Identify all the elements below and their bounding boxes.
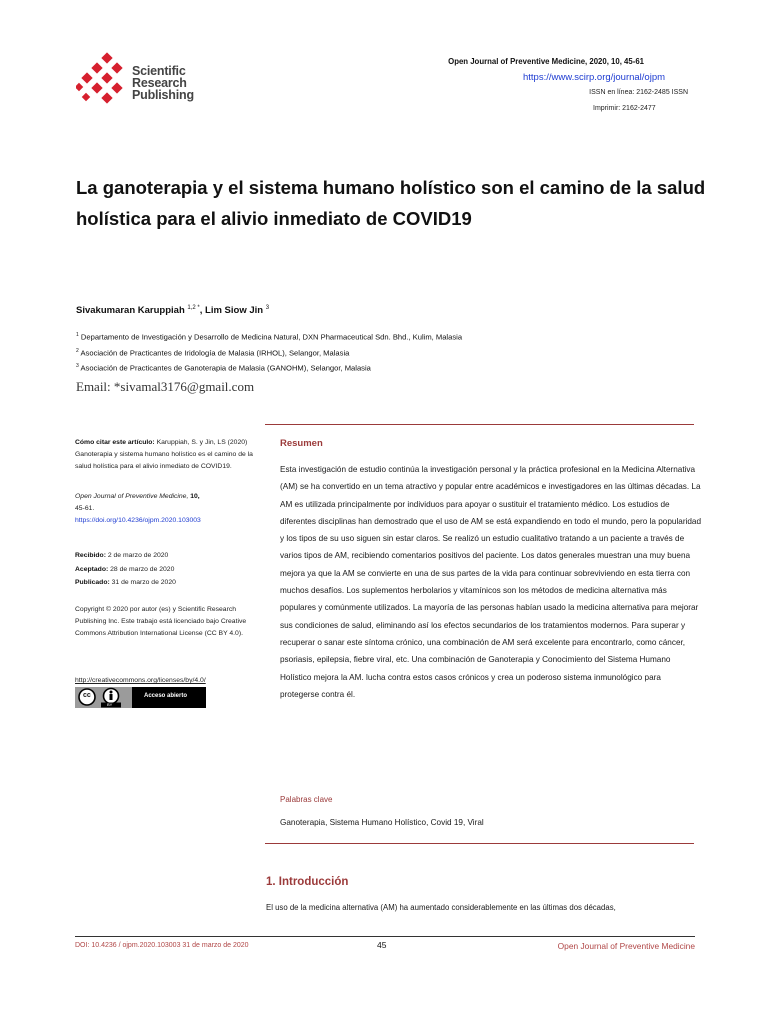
abstract-body: Esta investigación de estudio continúa la investigación personal y la práctica profesional en la Medicina Alternativa (AM) se ha convertido en un tema atractivo y popular entre académicos e investigadores en las últimas décadas. La AM es utilizada principalmente por individuos para apoyar o sustituir el tratamiento médico. Los estudios de diferentes disciplinas han demostrado que el uso de AM se está expandiendo en todo el mundo, pero la popularidad y los tipos de su uso siguen sin estar claros. Se realizó un estudio cualitativo tratando a un paciente a través de varios tipos de AM, recibiendo comentarios positivos del paciente. Los datos generales muestran una muy buena mejora ya que la AM se convierte en una de sus partes de la vida para continuar sobreviviendo en esta tierra con muchos desafíos. Los suplementos herbolarios y vitamínicos son los métodos de medicina alternativa más populares y comúnmente utilizados. La mayoría de las personas habían usado la medicina alternativa para mejorar sus condiciones de salud, eliminando así los efectos secundarios de los tratamientos modernos. Para superar y recuperar o sanar este síntoma crónico, una combinación de AM será excelente para encontrarlo, como cáncer, psoriasis, epilepsia, fiebre viral, etc. Una combinación de Ganoterapia y Conocimiento del Sistema Humano Holístico mejora la AM. lucha contra estos casos crónicos y crea un poderoso sistema inmunológico para protegerse contra él.: [280, 465, 702, 699]
affiliation-item: [76, 348, 349, 358]
footer-divider: [75, 936, 695, 937]
affiliation-item: [76, 332, 462, 342]
accepted-date: [75, 563, 270, 577]
affiliation-number: 2: [76, 348, 79, 354]
copyright-notice: Copyright © 2020 por autor (es) y Scientific Research Publishing Inc. Este trabajo está licenciado bajo Creative Commons Attribution International License (CC BY 4.0).: [75, 606, 247, 638]
affiliation-number: 3: [76, 363, 79, 369]
author-name: Sivakumaran Karuppiah: [76, 305, 185, 317]
citation-authors: Karuppiah, S. y Jin, LS (2020): [154, 439, 248, 446]
published-date: [75, 576, 270, 590]
citation-block: [75, 437, 270, 474]
paper-title: La ganoterapia y el sistema humano holístico son el camino de la salud holística para el alivio inmediato de COVID19: [76, 177, 706, 229]
footer-doi: DOI: 10.4236 / ojpm.2020.103003 31 de marzo de 2020: [75, 942, 249, 949]
received-label: Recibido:: [75, 552, 106, 559]
author-affiliation-marks: 3: [265, 305, 270, 311]
dates-block: [75, 549, 270, 590]
received-value: 2 de marzo de 2020: [105, 552, 169, 559]
publisher-name-line2: Research: [132, 76, 187, 90]
abstract-heading: Resumen: [280, 438, 323, 449]
doi-link[interactable]: https://doi.org/10.4236/ojpm.2020.103003: [75, 517, 201, 525]
footer-journal: Open Journal of Preventive Medicine: [557, 941, 695, 951]
accepted-label: Aceptado:: [75, 565, 109, 573]
publisher-name-line1: Scientific: [132, 64, 186, 78]
citation-text: Ganoterapia y sistema humano holístico es el camino de la salud holística para el alivio inmediato de COVID19.: [75, 451, 253, 471]
citation-volume: 10,: [188, 493, 200, 500]
journal-reference: Open Journal of Preventive Medicine, 2020, 10, 45-61: [448, 57, 644, 66]
journal-url-link[interactable]: https://www.scirp.org/journal/ojpm: [523, 72, 666, 83]
open-access-label: Acceso abierto: [144, 693, 188, 699]
author-list: [76, 305, 269, 316]
author-name: , Lim Siow Jin: [199, 305, 264, 317]
received-date: [75, 549, 270, 563]
introduction-body: El uso de la medicina alternativa (AM) ha aumentado considerablemente en las últimas dos décadas,: [266, 903, 616, 912]
section-divider: [265, 843, 694, 844]
publisher-name: [132, 65, 194, 101]
by-label: BY: [107, 702, 113, 707]
author-affiliation-marks: 1,2 *: [187, 305, 200, 311]
publisher-logo: [76, 52, 132, 113]
page-number: 45: [377, 940, 387, 950]
citation-label: Cómo citar este artículo:: [75, 439, 155, 446]
issn-print: Imprimir: 2162-2477: [593, 105, 656, 112]
affiliation-text: Asociación de Practicantes de Iridología de Malasia (IRHOL), Selangor, Malasia: [80, 348, 350, 358]
published-label: Publicado:: [75, 579, 110, 586]
license-link[interactable]: http://creativecommons.org/licenses/by/4.0/: [75, 677, 206, 684]
accepted-value: 28 de marzo de 2020: [108, 565, 175, 573]
citation-journal: Open Journal of Preventive Medicine,: [75, 493, 189, 500]
affiliation-text: Asociación de Practicantes de Ganoterapia de Malasia (GANOHM), Selangor, Malasia: [80, 363, 371, 373]
corresponding-email: Email: *sivamal3176@gmail.com: [76, 379, 255, 394]
keywords-heading: Palabras clave: [280, 795, 333, 804]
citation-journal-block: [75, 491, 270, 528]
published-value: 31 de marzo de 2020: [109, 579, 176, 586]
affiliation-number: 1: [76, 332, 79, 338]
affiliation-text: Departamento de Investigación y Desarrollo de Medicina Natural, DXN Pharmaceutical Sdn. Bhd., Kulim, Malasia: [80, 332, 463, 342]
citation-pages: 45-61.: [75, 505, 95, 513]
affiliation-item: [76, 363, 371, 373]
introduction-heading: 1. Introducción: [266, 876, 349, 888]
keywords-body: Ganoterapia, Sistema Humano Holístico, Covid 19, Viral: [280, 818, 484, 827]
cc-license-badge[interactable]: [75, 687, 206, 714]
issn-online: ISSN en línea: 2162-2485 ISSN: [589, 89, 688, 96]
section-divider: [265, 424, 694, 425]
publisher-name-line3: Publishing: [132, 88, 194, 102]
cc-label: cc: [83, 692, 91, 699]
publisher-logo-mark: [76, 52, 132, 108]
